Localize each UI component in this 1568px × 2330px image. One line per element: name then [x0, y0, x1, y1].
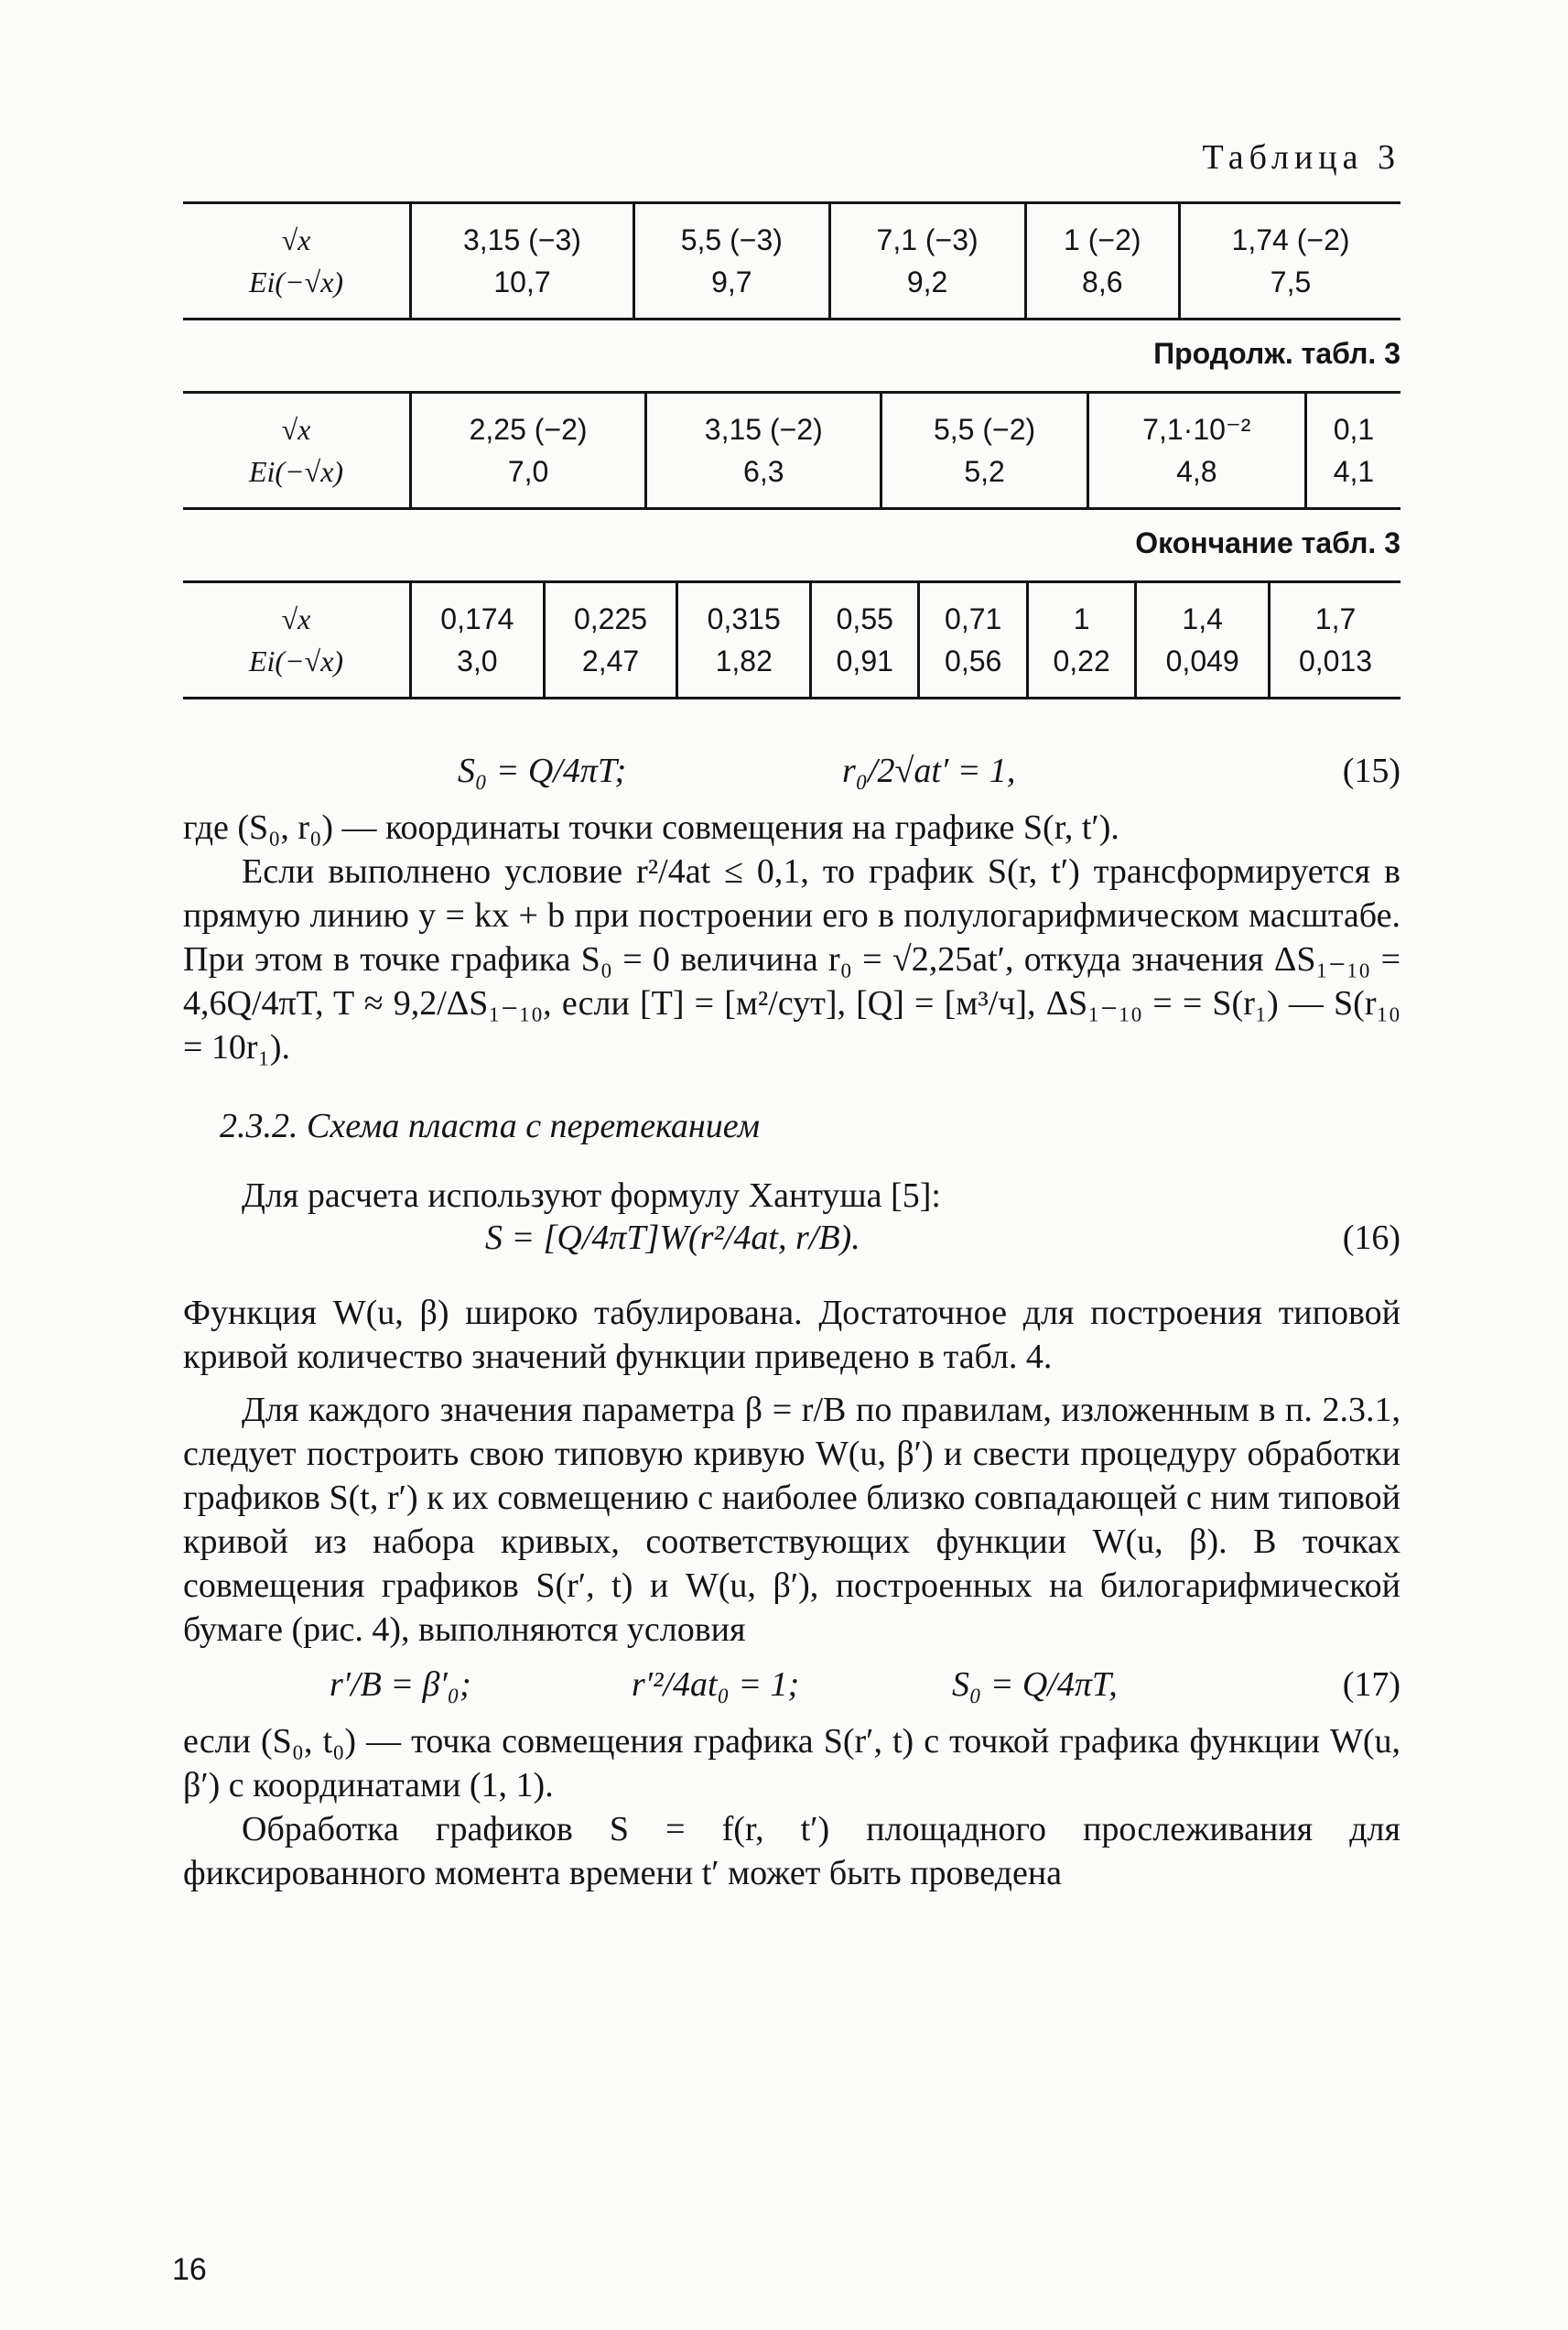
- row-header: √x Ei(−√x): [248, 413, 344, 488]
- table-cell: 1,4 0,049: [1136, 582, 1270, 699]
- ending-label: Окончание табл. 3: [1135, 526, 1400, 559]
- table-cell: 0,174 3,0: [411, 582, 545, 699]
- eq16-text: S = [Q/4πT]W(r²/4at, r/B).: [485, 1219, 860, 1257]
- eq15-left: S₀ = Q/4πT;: [458, 752, 627, 790]
- page-content: [183, 137, 1400, 1895]
- paragraph: Для расчета используют формулу Хантуша [5]:: [242, 1176, 941, 1215]
- paragraph: Функция W(u, β) широко табулирована. Достаточное для построения типовой кривой количество значений функции приведено в табл. 4.: [183, 1294, 1400, 1376]
- eq15-right: r₀/2√at′ = 1,: [842, 752, 1016, 790]
- equation-17: [183, 1664, 1400, 1719]
- equation-16: [183, 1218, 1400, 1273]
- section-title: 2.3.2. Схема пласта с перетеканием: [220, 1107, 760, 1145]
- paragraph: Если выполнено условие r²/4at ≤ 0,1, то график S(r, t′) трансформируется в прямую линию y = kx + b при построении его в полулогарифмическом масштабе. При этом в точке графика S₀ = 0 величина r₀ = √2,25at′, откуда значения ΔS₁₋₁₀ = 4,6Q/4πT, T ≈ 9,2/ΔS₁₋₁₀, если [T] = [м²/сут], [Q] = [м³/ч], ΔS₁₋₁₀ = = S(r₁) — S(r₁₀ = 10r₁).: [183, 852, 1400, 1067]
- page-number: 16: [172, 2252, 207, 2287]
- table-cell: 2,25 (−2) 7,0: [411, 393, 646, 509]
- table-cell: 0,1 4,1: [1305, 393, 1400, 509]
- table-cell: 0,315 1,82: [677, 582, 811, 699]
- table-cell: 7,1 (−3) 9,2: [829, 203, 1025, 320]
- eq17-c: S₀ = Q/4πT,: [952, 1665, 1118, 1704]
- paragraph: если (S₀, t₀) — точка совмещения графика S(r′, t) с точкой графика функции W(u, β′) с координатами (1, 1).: [183, 1722, 1400, 1804]
- table-caption: Таблица 3: [1202, 138, 1400, 177]
- table-cell: 5,5 (−3) 9,7: [633, 203, 829, 320]
- table-row: [183, 203, 1400, 320]
- table-cell: 0,225 2,47: [544, 582, 677, 699]
- table-cell: 3,15 (−2) 6,3: [646, 393, 881, 509]
- table-3-part-2: [183, 391, 1400, 510]
- eq16-number: (16): [1342, 1219, 1400, 1257]
- eq15-number: (15): [1342, 752, 1400, 790]
- table-cell: 1 0,22: [1027, 582, 1135, 699]
- row-header: √x Ei(−√x): [248, 602, 344, 677]
- table-row: [183, 393, 1400, 509]
- table-cell: 1,74 (−2) 7,5: [1180, 203, 1400, 320]
- continuation-label: Продолж. табл. 3: [1153, 337, 1400, 370]
- table-cell: 3,15 (−3) 10,7: [411, 203, 634, 320]
- table-cell: 0,71 0,56: [919, 582, 1027, 699]
- eq17-a: r′/B = β′₀;: [330, 1665, 471, 1704]
- eq17-number: (17): [1342, 1665, 1400, 1704]
- eq17-b: r′²/4at₀ = 1;: [632, 1665, 800, 1704]
- row-header: √x Ei(−√x): [248, 223, 344, 298]
- table-cell: 7,1·10⁻² 4,8: [1087, 393, 1305, 509]
- paragraph: Для каждого значения параметра β = r/B по правилам, изложенным в п. 2.3.1, следует построить свою типовую кривую W(u, β′) и свести процедуру обработки графиков S(t, r′) к их совмещению с наиболее близко совпадающей с ним типовой кривой из набора кривых, соответствующих функции W(u, β). В точках совмещения графиков S(r′, t) и W(u, β′), построенных на билогарифмической бумаге (рис. 4), выполняются условия: [183, 1391, 1400, 1649]
- table-cell: 1,7 0,013: [1270, 582, 1400, 699]
- table-cell: 1 (−2) 8,6: [1025, 203, 1180, 320]
- table-cell: 5,5 (−2) 5,2: [881, 393, 1087, 509]
- table-3-part-1: [183, 201, 1400, 320]
- paragraph: где (S₀, r₀) — координаты точки совмещения на графике S(r, t′).: [183, 808, 1119, 847]
- table-3-part-3: [183, 580, 1400, 699]
- paragraph: Обработка графиков S = f(r, t′) площадного прослеживания для фиксированного момента времени t′ может быть проведена: [183, 1810, 1400, 1892]
- table-row: [183, 582, 1400, 699]
- equation-15: [183, 751, 1400, 806]
- table-cell: 0,55 0,91: [811, 582, 919, 699]
